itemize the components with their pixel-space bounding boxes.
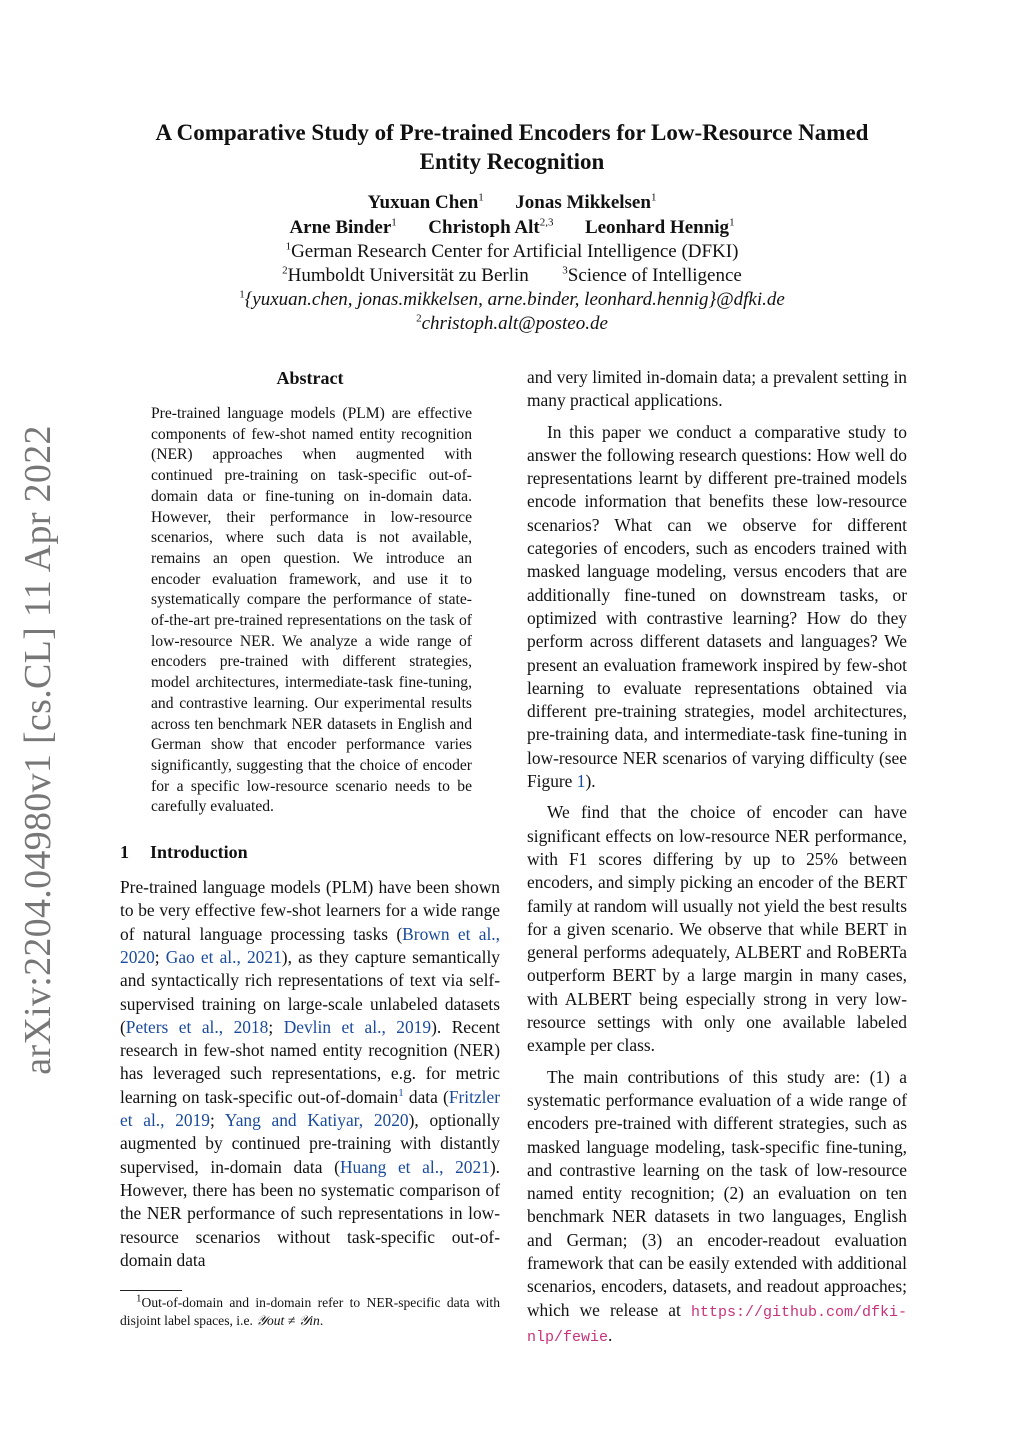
footnote-text: Out-of-domain and in-domain refer to NER-specific data with disjoint label spaces, i.e. xyxy=(120,1295,500,1328)
paper-title xyxy=(100,118,924,176)
text-run: ). xyxy=(585,771,596,792)
author-affiliation-mark: 1 xyxy=(650,191,657,204)
right-column xyxy=(527,366,907,1349)
author-name: Yuxuan Chen xyxy=(367,192,479,213)
email-row-2 xyxy=(100,312,924,336)
affiliation-text: Science of Intelligence xyxy=(567,265,742,286)
author-name: Arne Binder xyxy=(289,217,392,238)
citation-link[interactable]: Fritzler et al., 2019 xyxy=(120,1086,501,1131)
arxiv-stamp-text: arXiv:2204.04980v1 [cs.CL] 11 Apr 2022 xyxy=(17,425,59,1075)
title-line-2: Entity Recognition xyxy=(419,149,605,174)
author-list xyxy=(100,190,924,240)
footnote-number: 1 xyxy=(136,1292,142,1305)
footnote-math: 𝒴out ≠ 𝒴in xyxy=(256,1313,320,1328)
text-run: ). However, there has been no systematic comparison of the NER performance of such representations in low-resource scenarios without task-specific out-of-domain data xyxy=(120,1156,500,1270)
intro-paragraph-1 xyxy=(120,876,500,1272)
affiliation-mark: 2 xyxy=(282,264,288,277)
title-line-1: A Comparative Study of Pre-trained Encoders for Low-Resource Named xyxy=(155,120,869,145)
figure-reference-link[interactable]: 1 xyxy=(576,771,586,792)
text-run: ). Recent research in few-shot named entity recognition (NER) has leveraged such representations, e.g. for metric learning on task-specific out-of-domain xyxy=(120,1016,500,1107)
intro-paragraph-3 xyxy=(527,421,907,794)
citation-link[interactable]: Devlin et al., 2019 xyxy=(283,1016,432,1037)
section-heading-introduction xyxy=(120,840,500,864)
author-affiliation-mark: 1 xyxy=(729,216,735,229)
email-link[interactable]: christoph.alt@posteo.de xyxy=(421,313,608,334)
citation-link[interactable]: Brown et al., 2020 xyxy=(120,923,500,967)
text-run: ), optionally augmented by continued pre-training with distantly supervised, in-domain data ( xyxy=(120,1110,500,1177)
affiliation-text: German Research Center for Artificial Intelligence (DFKI) xyxy=(291,241,739,262)
abstract-heading: Abstract xyxy=(276,368,344,388)
citation-link[interactable]: Huang et al., 2021 xyxy=(339,1156,490,1177)
footnote-1 xyxy=(120,1294,500,1330)
text-run: Pre-trained language models (PLM) have been shown to be very effective few-shot learners for a wide range of natural language processing tasks ( xyxy=(120,877,500,944)
left-column xyxy=(120,366,500,1272)
affiliation-mark: 3 xyxy=(562,264,568,277)
text-run: ; xyxy=(209,1110,225,1131)
footnote-mark[interactable]: 1 xyxy=(398,1086,404,1099)
arxiv-stamp xyxy=(17,425,59,1075)
repository-url-link[interactable]: https://github.com/dfki-nlp/fewie xyxy=(527,1303,907,1346)
text-run: The main contributions of this study are: (1) a systematic performance evaluation of a wide range of encoders pre-trained with different strategies, such as masked language modeling, task-specific fine-tuning, and contrastive learning on the task of low-resource named entity recognition; (2) an evaluation on ten benchmark NER datasets in two languages, English and German; (3) an encoder-readout evaluation framework that can be easily extended with additional scenarios, encoders, datasets, and readout approaches; which we release at xyxy=(527,1066,907,1320)
author-name: Leonhard Hennig xyxy=(584,217,730,238)
citation-link[interactable]: Yang and Katiyar, 2020 xyxy=(224,1110,409,1131)
affiliation-mark: 1 xyxy=(285,240,292,253)
affiliation-text: Humboldt Universität zu Berlin xyxy=(287,265,529,286)
author-affiliation-mark: 1 xyxy=(478,191,484,204)
paper-header xyxy=(100,118,924,336)
text-run: ; xyxy=(268,1016,284,1037)
intro-paragraph-2: and very limited in-domain data; a prevalent setting in many practical applications. xyxy=(527,367,907,411)
text-run: In this paper we conduct a comparative study to answer the following research questions: How well do representations learnt by different pre-trained models encode information that benefits these low-resource scenarios? What can we observe for different categories of encoders, such as encoders trained with masked language modeling, versus encoders that are additionally fine-tuned on downstream tasks, or optimized with contrastive learning? How do they perform across different datasets and languages? We present an evaluation framework inspired by few-shot learning to evaluate representations obtained via different pre-training strategies, model architectures, pre-training data, and intermediate-task fine-tuning in low-resource NER scenarios of varying difficulty (see Figure xyxy=(527,421,907,792)
affiliation-row-2 xyxy=(100,264,924,288)
intro-paragraph-5 xyxy=(527,1066,907,1350)
author-row-2 xyxy=(100,215,924,240)
footnote-divider xyxy=(120,1290,182,1291)
section-title: Introduction xyxy=(150,842,248,863)
affiliation-dfki xyxy=(100,240,924,264)
text-run: . xyxy=(608,1324,613,1345)
author-name: Jonas Mikkelsen xyxy=(515,192,651,213)
text-run: data ( xyxy=(403,1086,449,1107)
affiliation-mark: 2 xyxy=(416,312,422,325)
affiliation-mark: 1 xyxy=(239,288,245,301)
author-name: Christoph Alt xyxy=(428,217,540,238)
citation-link[interactable]: Gao et al., 2021 xyxy=(165,946,282,967)
citation-link[interactable]: Peters et al., 2018 xyxy=(125,1016,269,1037)
text-run: ; xyxy=(154,946,166,967)
author-affiliation-mark: 2,3 xyxy=(539,216,554,229)
intro-paragraph-4: We find that the choice of encoder can have significant effects on low-resource NER performance, with F1 scores differing by up to 25% between encoders, and simply picking an encoder of the BERT family at random will usually not yield the best results for a given scenario. We observe that while BERT in general performs adequately, ALBERT and RoBERTa outperform BERT by a large margin in many cases, with ALBERT being especially strong in very low-resource settings with only one available labeled example per class. xyxy=(527,802,907,1056)
author-row-1 xyxy=(100,190,924,215)
text-run: ), as they capture semantically and syntactically rich representations of text via self-supervised training on large-scale unlabeled datasets ( xyxy=(120,946,501,1037)
abstract-text: Pre-trained language models (PLM) are effective components of few-shot named entity recognition (NER) approaches when augmented with continued pre-training on task-specific out-of-domain data or fine-tuning on in-domain data. However, their performance in low-resource scenarios, where such data is not available, remains an open question. We introduce an encoder evaluation framework, and use it to systematically compare the performance of state-of-the-art pre-trained representations on the task of low-resource NER. We analyze a wide range of encoders pre-trained with different strategies, model architectures, intermediate-task fine-tuning, and contrastive learning. Our experimental results across ten benchmark NER datasets in English and German show that encoder performance varies significantly, suggesting that the choice of encoder for a specific low-resource scenario needs to be carefully evaluated. xyxy=(151,405,472,816)
email-link[interactable]: {yuxuan.chen, jonas.mikkelsen, arne.binder, leonhard.hennig}@dfki.de xyxy=(244,289,785,310)
footnote-end: . xyxy=(319,1313,324,1328)
author-affiliation-mark: 1 xyxy=(391,216,397,229)
section-number: 1 xyxy=(120,842,129,863)
email-row-1 xyxy=(100,288,924,312)
